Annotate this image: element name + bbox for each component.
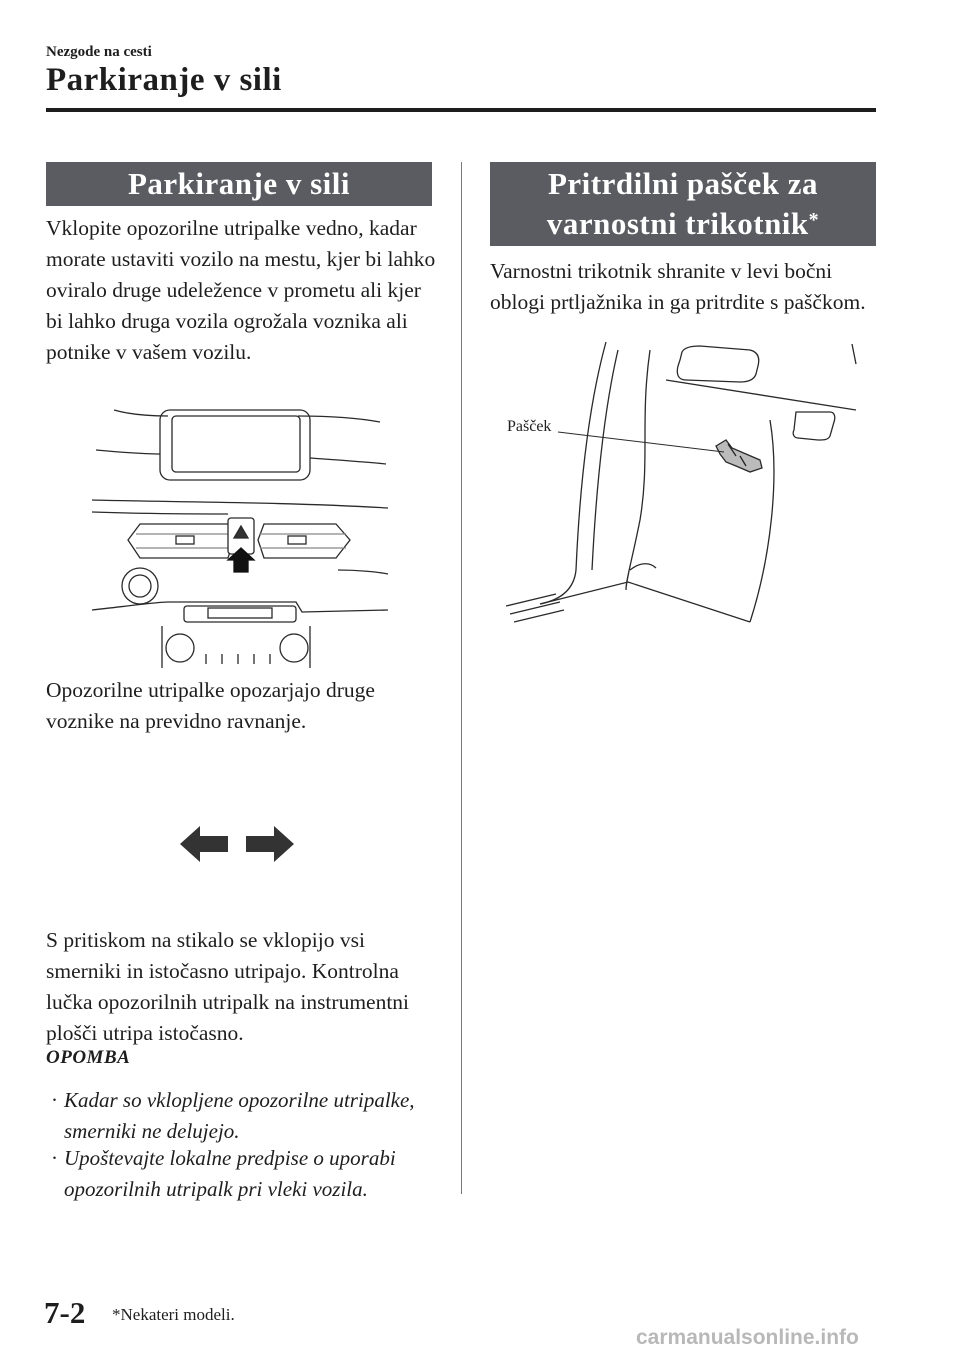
- trunk-strap-illustration: [500, 340, 870, 630]
- dashboard-hazard-illustration: [88, 402, 392, 668]
- note-item: · Kadar so vklopljene opozorilne utripalke, smerniki ne delujejo.: [64, 1085, 434, 1147]
- footnote: *Nekateri modeli.: [112, 1305, 235, 1324]
- strap-paragraph: Varnostni trikotnik shranite v levi bočni oblogi prtljažnika in ga pritrdite s paščkom.: [490, 259, 866, 314]
- chapter-label: Nezgode na cesti: [46, 44, 152, 60]
- watermark: carmanualsonline.info: [636, 1326, 859, 1349]
- switch-paragraph: S pritiskom na stikalo se vklopijo vsi smerniki in istočasno utripajo. Kontrolna lučka opozorilnih utripalk na instrumentni plošči utripa istočasno.: [46, 928, 410, 1045]
- bullet-icon: ·: [51, 1088, 58, 1112]
- page-title: Parkiranje v sili: [46, 62, 282, 98]
- section-title-strap: Pritrdilni pašček za varnostni trikotnik*: [490, 162, 876, 246]
- turn-signal-arrows-icon: [180, 824, 296, 864]
- header-rule: [46, 108, 876, 112]
- page-number: 7-2: [44, 1295, 86, 1330]
- bullet-icon: ·: [51, 1146, 58, 1170]
- note-item: · Upoštevajte lokalne predpise o uporabi opozorilnih utripalk pri vleki vozila.: [64, 1143, 434, 1205]
- intro-paragraph: Vklopite opozorilne utripalke vedno, kadar morate ustaviti vozilo na mestu, kjer bi lahko oviralo druge udeležence v prometu ali kjer bi lahko druga vozila ogrožala voznika ali potnike v vašem vozilu.: [46, 216, 436, 364]
- callout-strap-label: Pašček: [507, 418, 552, 435]
- section-title-parking: Parkiranje v sili: [46, 162, 432, 206]
- column-divider: [461, 162, 462, 1194]
- hazard-warning-paragraph: Opozorilne utripalke opozarjajo druge voznike na previdno ravnanje.: [46, 678, 375, 733]
- callout-leader-line: [550, 420, 730, 460]
- note-title: OPOMBA: [46, 1047, 131, 1068]
